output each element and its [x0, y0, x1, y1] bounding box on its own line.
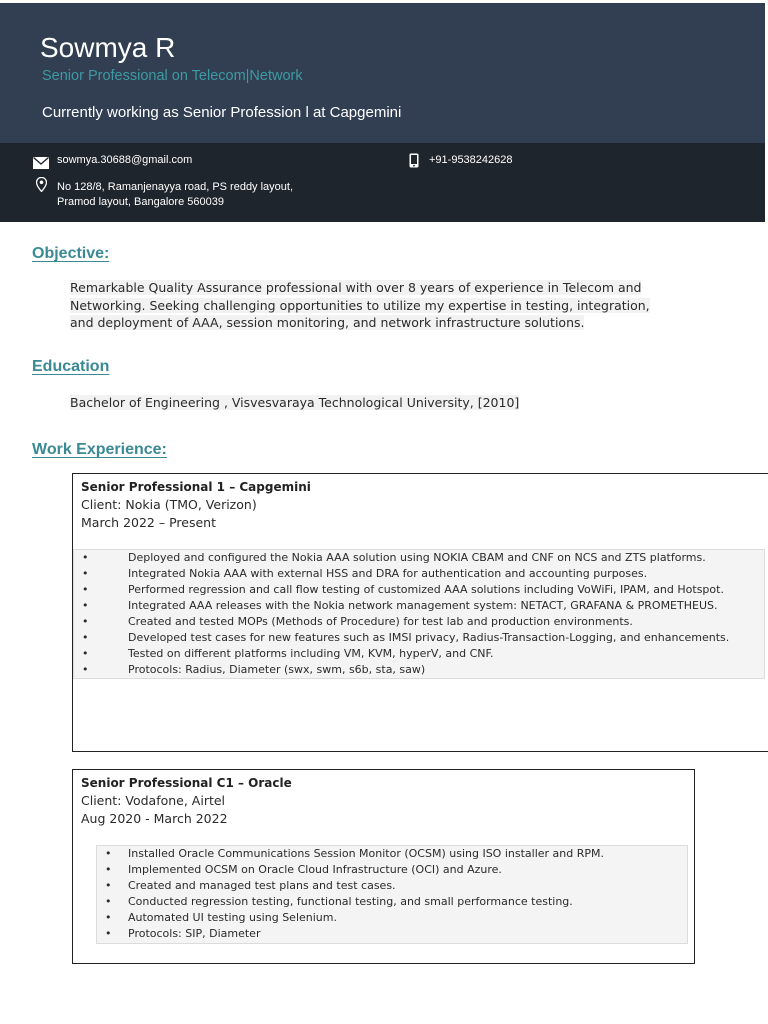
list-item: • Developed test cases for new features such as IMSI privacy, Radius-Transaction-Logging, and enhancements. — [82, 631, 730, 644]
candidate-name: Sowmya R — [40, 32, 176, 63]
list-item: • Created and tested MOPs (Methods of Procedure) for test lab and production environments. — [82, 615, 633, 628]
objective-line-3: and deployment of AAA, session monitoring, and network infrastructure solutions. — [70, 315, 585, 330]
phone-number: +91-9538242628 — [429, 154, 513, 166]
objective-line-2: Networking. Seeking challenging opportunities to utilize my expertise in testing, integration, — [70, 297, 650, 313]
job-card-capgemini — [72, 473, 768, 752]
list-item: • Deployed and configured the Nokia AAA solution using NOKIA CBAM and CNF on NCS and ZTS platforms. — [82, 551, 706, 564]
work-heading: Work Experience: — [32, 441, 167, 458]
job-title: Senior Professional 1 – Capgemini — [81, 480, 311, 494]
location-pin-icon — [36, 177, 47, 196]
job-card-oracle — [72, 769, 695, 964]
job-client: Client: Vodafone, Airtel — [81, 793, 226, 808]
job-client: Client: Nokia (TMO, Verizon) — [81, 497, 257, 512]
list-item: • Protocols: SIP, Diameter — [105, 927, 261, 940]
job-bullets — [96, 845, 688, 944]
list-item: • Tested on different platforms including VM, KVM, hyperV, and CNF. — [82, 647, 494, 660]
job-dates: March 2022 – Present — [81, 514, 216, 530]
list-item: • Integrated Nokia AAA with external HSS and DRA for authentication and accounting purposes. — [82, 567, 648, 580]
job-dates: Aug 2020 - March 2022 — [81, 810, 228, 826]
list-item: • Integrated AAA releases with the Nokia network management system: NETACT, GRAFANA & PROMETHEUS. — [82, 599, 718, 612]
list-item: • Protocols: Radius, Diameter (swx, swm, s6b, sta, saw) — [82, 663, 426, 676]
list-item: • Conducted regression testing, functional testing, and small performance testing. — [105, 895, 573, 908]
education-heading: Education — [32, 358, 110, 375]
objective-text — [70, 279, 650, 332]
phone-icon — [409, 153, 419, 172]
list-item: • Implemented OCSM on Oracle Cloud Infrastructure (OCI) and Azure. — [105, 863, 502, 876]
job-title: Senior Professional C1 – Oracle — [81, 776, 292, 790]
email-link[interactable]: sowmya.30688@gmail.com — [57, 154, 193, 166]
email-icon — [33, 154, 49, 173]
list-item: • Automated UI testing using Selenium. — [105, 911, 337, 924]
list-item: • Installed Oracle Communications Session Monitor (OCSM) using ISO installer and RPM. — [105, 847, 605, 860]
objective-heading: Objective: — [32, 245, 110, 262]
address-line-2: Pramod layout, Bangalore 560039 — [57, 196, 224, 208]
list-item: • Performed regression and call flow testing of customized AAA solutions including VoWiFi, IPAM, and Hotspot. — [82, 583, 724, 596]
job-bullets — [73, 549, 765, 679]
objective-line-1: Remarkable Quality Assurance professional with over 8 years of experience in Telecom and — [70, 280, 642, 295]
current-position: Currently working as Senior Profession l at Capgemini — [42, 104, 402, 121]
address — [57, 180, 293, 210]
list-item: • Created and managed test plans and test cases. — [105, 879, 396, 892]
education-text — [70, 394, 519, 412]
candidate-subtitle: Senior Professional on Telecom|Network — [42, 68, 303, 84]
address-line-1: No 128/8, Ramanjenayya road, PS reddy layout, — [57, 181, 294, 193]
education-degree: Bachelor of Engineering , Visvesvaraya Technological University, [2010] — [70, 395, 520, 410]
